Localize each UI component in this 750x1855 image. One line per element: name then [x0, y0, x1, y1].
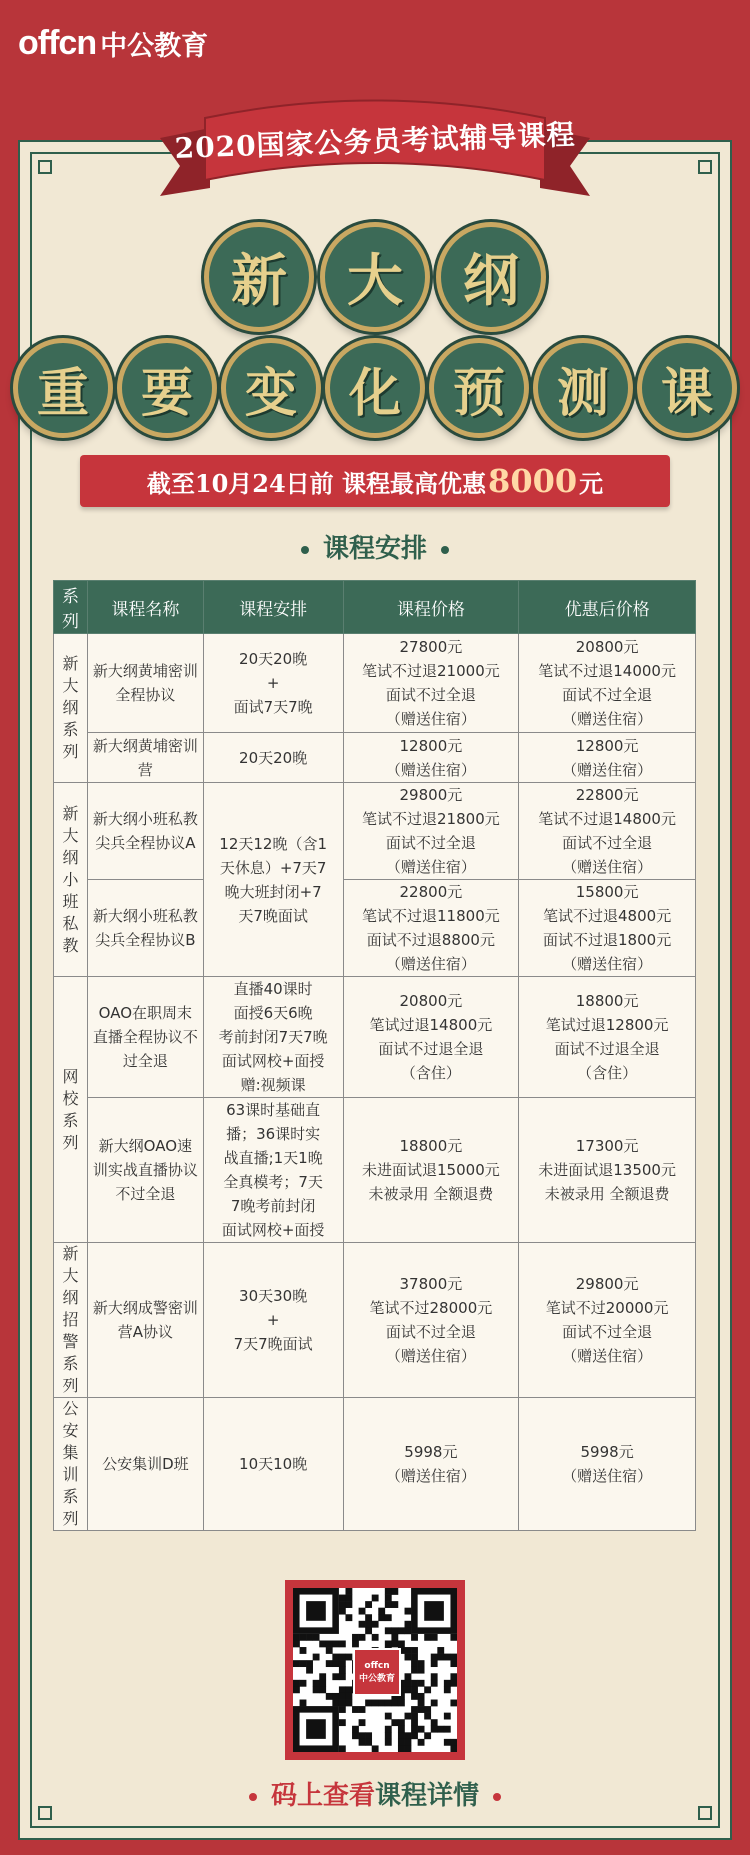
brand-logo-en: offcn [18, 23, 97, 62]
cell-line: 27800元 [399, 638, 463, 656]
title-char: 新 [231, 248, 287, 314]
title-coin [325, 338, 425, 438]
course-name-cell: 公安集训D班 [87, 1398, 203, 1531]
title-char: 大 [347, 248, 403, 314]
table-row [54, 1398, 696, 1531]
cell-line: 12天12晚（含1 [219, 834, 327, 853]
promo-amount: 8000 [488, 462, 578, 500]
course-name-cell: 新大纲成警密训营A协议 [87, 1243, 203, 1398]
course-name-cell: OAO在职周末直播全程协议不过全退 [87, 977, 203, 1098]
sale-price-cell [519, 1398, 696, 1531]
dot-icon [249, 1793, 257, 1801]
cell-line: 29800元 [575, 1275, 639, 1293]
cell-line: 20天20晚 [239, 748, 308, 767]
cell-line: 未进面试退15000元 [362, 1161, 500, 1179]
sale-price-cell [519, 783, 696, 880]
schedule-cell [203, 1098, 343, 1243]
cell-line: 未进面试退13500元 [538, 1161, 676, 1179]
price-cell [343, 977, 519, 1098]
title-coin [117, 338, 217, 438]
cell-line: （含住） [577, 1064, 638, 1082]
title-char: 预 [452, 362, 505, 424]
price-cell [343, 1398, 519, 1531]
cell-line: 18800元 [399, 1137, 463, 1155]
course-name-cell: 新大纲小班私教尖兵全程协议A [87, 783, 203, 880]
cell-line: 37800元 [399, 1275, 463, 1293]
series-label: 新大纲小班私教 [62, 803, 79, 955]
title-coin [637, 338, 737, 438]
cell-line: 笔试不过28000元 [369, 1299, 493, 1317]
series-label: 网校系列 [62, 1066, 79, 1152]
cell-line: （赠送住宿） [562, 1347, 653, 1365]
qr-code[interactable] [293, 1588, 457, 1752]
section-title [0, 528, 750, 565]
table-body [54, 634, 696, 1531]
price-cell [343, 733, 519, 783]
bottom-caption-left: 码上查看 [270, 1781, 375, 1811]
schedule-cell [203, 783, 343, 977]
schedule-cell [203, 733, 343, 783]
title-coin [320, 222, 430, 332]
cell-line: 天休息）+7天7 [219, 858, 327, 877]
cell-line: （赠送住宿） [385, 710, 476, 728]
table-header-row [54, 581, 696, 634]
table-row [54, 783, 696, 880]
corner-ornament [38, 160, 52, 174]
qr-logo-cn: 中公教育 [358, 1673, 395, 1684]
cell-line: 未被录用 全额退费 [368, 1185, 494, 1203]
cell-line: 面试不过退8800元 [366, 931, 495, 949]
cell-line: （赠送住宿） [562, 1467, 653, 1485]
header-price: 课程价格 [343, 581, 519, 634]
series-cell [54, 977, 88, 1243]
dot-icon [301, 546, 309, 554]
title-char: 课 [660, 362, 713, 424]
cell-line: 战直播;1天1晚 [223, 1149, 323, 1167]
cell-line: （赠送住宿） [562, 858, 653, 876]
cell-line: 面试7天7晚 [233, 698, 313, 716]
cell-line: 晚大班封闭+7 [224, 882, 322, 901]
schedule-cell [203, 977, 343, 1098]
cell-line: （赠送住宿） [385, 858, 476, 876]
promo-suffix: 元 [579, 468, 604, 498]
cell-line: （赠送住宿） [385, 760, 476, 779]
title-row-2 [0, 338, 750, 438]
bottom-caption-right: 课程详情 [375, 1781, 480, 1811]
dot-icon [493, 1793, 501, 1801]
ribbon-title: 2020国家公务员考试辅导课程 [174, 118, 576, 165]
qr-logo [353, 1648, 401, 1696]
cell-line: 18800元 [575, 992, 639, 1010]
cell-line: 20800元 [399, 992, 463, 1010]
cell-line: 笔试过退12800元 [545, 1016, 669, 1034]
cell-line: （赠送住宿） [562, 760, 653, 779]
cell-line: 直播40课时 [233, 980, 313, 998]
cell-line: 20天20晚 [239, 650, 308, 668]
sale-price-cell [519, 1243, 696, 1398]
cell-line: 22800元 [575, 786, 639, 804]
header-series: 系列 [54, 581, 88, 634]
cell-line: （赠送住宿） [385, 1347, 476, 1365]
sale-price-cell [519, 634, 696, 733]
title-row-1 [0, 222, 750, 332]
price-cell [343, 1098, 519, 1243]
cell-line: 天7晚面试 [238, 906, 308, 925]
series-cell [54, 634, 88, 783]
table-row [54, 1098, 696, 1243]
series-cell [54, 1398, 88, 1531]
course-table [53, 580, 696, 1531]
sale-price-cell [519, 977, 696, 1098]
cell-line: 面试不过全退 [562, 686, 653, 704]
header-schedule: 课程安排 [203, 581, 343, 634]
series-cell [54, 783, 88, 977]
title-char: 变 [244, 362, 297, 424]
cell-line: 面试网校+面授 [221, 1221, 325, 1239]
cell-line: 考前封闭7天7晚 [218, 1028, 328, 1046]
title-char: 测 [556, 362, 609, 424]
cell-line: 10天10晚 [239, 1455, 308, 1473]
cell-line: 播；36课时实 [226, 1125, 321, 1143]
price-cell [343, 880, 519, 977]
cell-line: 29800元 [399, 786, 463, 804]
cell-line: 7晚考前封闭 [230, 1197, 316, 1215]
table-row [54, 634, 696, 733]
course-name-cell: 新大纲OAO速训实战直播协议不过全退 [87, 1098, 203, 1243]
cell-line: 面试不过全退 [562, 834, 653, 852]
title-char: 纲 [463, 248, 519, 314]
title-char: 要 [140, 362, 193, 424]
cell-line: 笔试不过退14800元 [538, 810, 676, 828]
table-row [54, 1243, 696, 1398]
cell-line: （赠送住宿） [385, 955, 476, 973]
cell-line: 笔试不过退21000元 [362, 662, 500, 680]
cell-line: （赠送住宿） [562, 710, 653, 728]
series-cell [54, 1243, 88, 1398]
cell-line: 赠:视频课 [240, 1076, 306, 1094]
cell-line: 5998元 [404, 1443, 458, 1461]
cell-line: 12800元 [399, 736, 463, 755]
schedule-cell [203, 1243, 343, 1398]
title-coin [13, 338, 113, 438]
header-sale-price: 优惠后价格 [519, 581, 696, 634]
cell-line: 63课时基础直 [226, 1101, 321, 1119]
series-label: 新大纲招警系列 [62, 1244, 79, 1395]
table-row [54, 880, 696, 977]
price-cell [343, 1243, 519, 1398]
cell-line: 面试不过全退 [562, 1323, 653, 1341]
brand-logo-cn: 中公教育 [100, 30, 209, 62]
cell-line: 5998元 [580, 1443, 634, 1461]
title-coin [221, 338, 321, 438]
cell-line: 12800元 [575, 736, 639, 755]
header-name: 课程名称 [87, 581, 203, 634]
cell-line: 笔试不过退21800元 [362, 810, 500, 828]
cell-line: 笔试不过退4800元 [543, 907, 672, 925]
table-row [54, 977, 696, 1098]
cell-line: 全真模考；7天 [223, 1173, 323, 1191]
cell-line: （赠送住宿） [385, 1467, 476, 1485]
cell-line: 面试网校+面授 [221, 1052, 325, 1070]
cell-line: 笔试不过退14000元 [538, 662, 676, 680]
course-name-cell: 新大纲黄埔密训全程协议 [87, 634, 203, 733]
cell-line: 7天7晚面试 [233, 1335, 313, 1353]
title-char: 重 [36, 362, 89, 424]
cell-line: 笔试过退14800元 [369, 1016, 493, 1034]
bottom-caption [0, 1775, 750, 1812]
promo-banner [80, 455, 670, 507]
course-name-cell: 新大纲黄埔密训营 [87, 733, 203, 783]
schedule-cell [203, 1398, 343, 1531]
corner-ornament [698, 160, 712, 174]
cell-line: （含住） [400, 1064, 461, 1082]
title-coin [436, 222, 546, 332]
cell-line: 17300元 [575, 1137, 639, 1155]
cell-line: 20800元 [575, 638, 639, 656]
cell-line: + [266, 1311, 280, 1329]
series-label: 公安集训系列 [62, 1399, 79, 1528]
cell-line: （赠送住宿） [562, 955, 653, 973]
cell-line: 面试不过退全退 [378, 1040, 484, 1058]
sale-price-cell [519, 880, 696, 977]
brand-logo[interactable] [18, 20, 208, 66]
cell-line: 面授6天6晚 [233, 1004, 313, 1022]
cell-line: 面试不过退全退 [554, 1040, 660, 1058]
sale-price-cell [519, 733, 696, 783]
cell-line: 30天30晚 [239, 1287, 308, 1305]
cell-line: 面试不过全退 [385, 1323, 476, 1341]
title-coin [429, 338, 529, 438]
cell-line: + [266, 674, 280, 692]
sale-price-cell [519, 1098, 696, 1243]
qr-logo-en: offcn [364, 1660, 390, 1671]
title-ribbon [150, 88, 600, 206]
title-coin [533, 338, 633, 438]
schedule-cell [203, 634, 343, 733]
table-row [54, 733, 696, 783]
cell-line: 面试不过退1800元 [543, 931, 672, 949]
cell-line: 22800元 [399, 883, 463, 901]
cell-line: 15800元 [575, 883, 639, 901]
title-char: 化 [348, 362, 401, 424]
cell-line: 笔试不过20000元 [545, 1299, 669, 1317]
cell-line: 笔试不过退11800元 [362, 907, 500, 925]
price-cell [343, 783, 519, 880]
title-coin [204, 222, 314, 332]
qr-code-frame[interactable] [285, 1580, 465, 1760]
promo-prefix: 截至10月24日前 课程最高优惠 [146, 468, 487, 498]
section-title-text: 课程安排 [322, 534, 427, 564]
cell-line: 面试不过全退 [385, 686, 476, 704]
cell-line: 面试不过全退 [385, 834, 476, 852]
series-label: 新大纲系列 [62, 654, 79, 761]
price-cell [343, 634, 519, 733]
course-name-cell: 新大纲小班私教尖兵全程协议B [87, 880, 203, 977]
dot-icon [441, 546, 449, 554]
cell-line: 未被录用 全额退费 [544, 1185, 670, 1203]
